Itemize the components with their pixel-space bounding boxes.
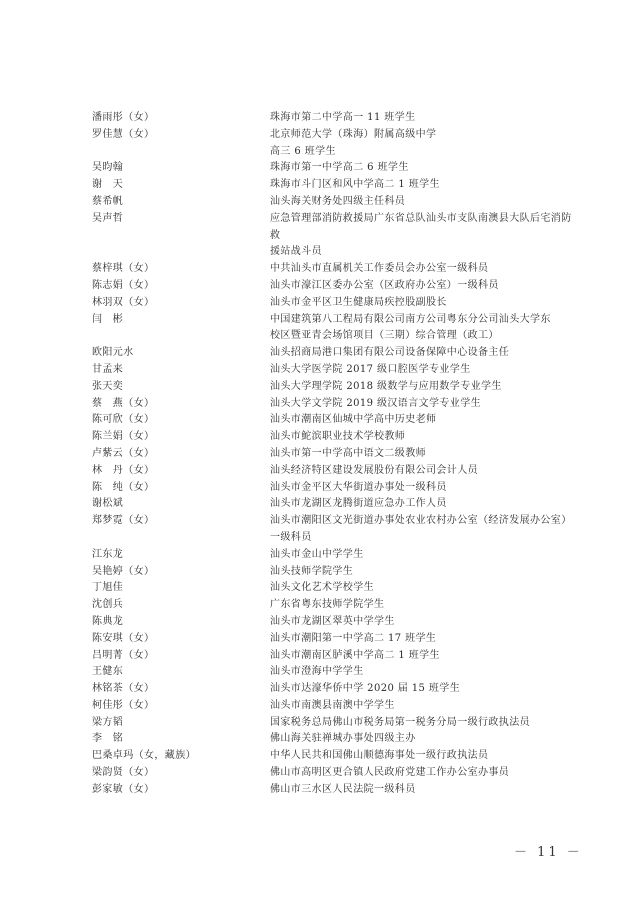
list-item xyxy=(92,211,572,261)
person-name: 郑梦霓（女） xyxy=(92,515,155,527)
person-name: 陈典龙 xyxy=(92,615,124,627)
person-description: 汕头市南澳县南澳中学学生 xyxy=(270,699,395,711)
person-name: 蔡梓琪（女） xyxy=(92,263,155,275)
list-item xyxy=(92,496,572,513)
person-description: 中共汕头市直属机关工作委员会办公室一级科员 xyxy=(270,263,489,275)
person-name: 丁旭佳 xyxy=(92,582,124,594)
person-name: 蔡 燕（女） xyxy=(92,397,155,409)
person-description: 汕头文化艺术学校学生 xyxy=(270,582,374,594)
person-description: 汕头市潮阳第一中学高二 17 班学生 xyxy=(270,632,437,644)
list-item xyxy=(92,731,572,748)
person-name: 陈兰娟（女） xyxy=(92,431,155,443)
person-name: 欧阳元水 xyxy=(92,347,134,359)
person-name: 闫 彬 xyxy=(92,313,124,325)
list-item xyxy=(92,312,572,346)
list-item xyxy=(92,295,572,312)
person-description: 汕头市澄海中学学生 xyxy=(270,666,364,678)
list-item xyxy=(92,748,572,765)
person-description: 汕头技师学院学生 xyxy=(270,565,354,577)
list-item xyxy=(92,480,572,497)
person-description: 佛山市三水区人民法院一级科员 xyxy=(270,783,416,795)
list-item xyxy=(92,110,572,127)
person-description: 汕头大学医学院 2017 级口腔医学专业学生 xyxy=(270,363,471,375)
list-item xyxy=(92,261,572,278)
person-name: 林铭茶（女） xyxy=(92,683,155,695)
person-description: 汕头市金平区大华街道办事处一级科员 xyxy=(270,481,447,493)
person-description: 汕头市濠江区委办公室（区政府办公室）一级科员 xyxy=(270,279,499,291)
person-description: 汕头市金平区卫生健康局疾控股副股长 xyxy=(270,296,447,308)
list-item xyxy=(92,681,572,698)
person-name: 卢紫云（女） xyxy=(92,447,155,459)
person-description: 汕头大学文学院 2019 级汉语言文学专业学生 xyxy=(270,397,482,409)
person-name: 谢松斌 xyxy=(92,498,124,510)
person-description: 汕头经济特区建设发展股份有限公司会计人员 xyxy=(270,464,478,476)
person-name: 陈可欣（女） xyxy=(92,414,155,426)
person-description: 中国建筑第八工程局有限公司南方公司粤东分公司汕头大学东 校区暨亚青会场馆项目（三期）综合管理（政工） xyxy=(270,313,551,342)
person-name: 梁方韬 xyxy=(92,716,124,728)
list-item xyxy=(92,715,572,732)
list-item xyxy=(92,597,572,614)
list-item xyxy=(92,698,572,715)
list-item xyxy=(92,782,572,799)
person-name: 王健东 xyxy=(92,666,124,678)
person-description: 佛山海关驻禅城办事处四级主办 xyxy=(270,733,416,745)
person-name: 巴桑卓玛（女，藏族） xyxy=(92,750,196,762)
person-description: 珠海市第二中学高一 11 班学生 xyxy=(270,112,416,123)
person-description: 汕头市第一中学高中语文二级教师 xyxy=(270,447,426,459)
person-name: 沈创兵 xyxy=(92,599,124,611)
person-description: 汕头市龙湖区翠英中学学生 xyxy=(270,615,395,627)
person-name: 甘孟来 xyxy=(92,363,124,375)
person-description: 汕头招商局港口集团有限公司设备保障中心设备主任 xyxy=(270,347,510,359)
person-name: 陈 纯（女） xyxy=(92,481,155,493)
person-description: 应急管理部消防救援局广东省总队汕头市支队南澳县大队后宅消防救 援站战斗员 xyxy=(270,212,572,258)
person-name: 谢 天 xyxy=(92,179,124,191)
person-name: 蔡希帆 xyxy=(92,195,124,207)
person-name: 柯佳彤（女） xyxy=(92,699,155,711)
person-name: 梁韵贤（女） xyxy=(92,767,155,779)
person-name: 李 铭 xyxy=(92,733,124,745)
list-item xyxy=(92,379,572,396)
list-item xyxy=(92,160,572,177)
list-item xyxy=(92,177,572,194)
person-description: 汕头市鮀滨职业技术学校教师 xyxy=(270,431,406,443)
list-item xyxy=(92,463,572,480)
list-item xyxy=(92,127,572,161)
list-item xyxy=(92,614,572,631)
person-description: 汕头市潮阳区文光街道办事处农业农村办公室（经济发展办公室） 一级科员 xyxy=(270,515,572,543)
person-description: 汕头大学理学院 2018 级数学与应用数学专业学生 xyxy=(270,380,502,392)
person-name: 张天奕 xyxy=(92,380,124,392)
list-item xyxy=(92,194,572,211)
person-name: 潘雨彤（女） xyxy=(92,112,155,123)
person-description: 珠海市第一中学高二 6 班学生 xyxy=(270,162,409,174)
person-name: 陈志娟（女） xyxy=(92,279,155,291)
person-description: 佛山市高明区更合镇人民政府党建工作办公室办事员 xyxy=(270,767,510,779)
person-description: 汕头市金山中学学生 xyxy=(270,548,364,560)
person-name: 吴声哲 xyxy=(92,212,124,224)
list-item xyxy=(92,429,572,446)
person-name: 吴艳婷（女） xyxy=(92,565,155,577)
person-description: 中华人民共和国佛山顺德海事处一级行政执法员 xyxy=(270,750,489,762)
person-name: 彭家敏（女） xyxy=(92,783,155,795)
list-item xyxy=(92,345,572,362)
person-description: 汕头海关财务处四级主任科员 xyxy=(270,195,406,207)
list-item xyxy=(92,580,572,597)
list-item xyxy=(92,547,572,564)
page-number: － 11 － xyxy=(514,845,583,860)
list-item xyxy=(92,278,572,295)
person-description: 汕头市潮南区胪溪中学高二 1 班学生 xyxy=(270,649,440,661)
list-item xyxy=(92,664,572,681)
person-description: 汕头市潮南区仙城中学高中历史老师 xyxy=(270,414,437,426)
person-description: 汕头市龙湖区龙腾街道应急办工作人员 xyxy=(270,498,447,510)
list-item xyxy=(92,446,572,463)
list-item xyxy=(92,765,572,782)
person-name: 罗佳慧（女） xyxy=(92,128,155,140)
list-item xyxy=(92,412,572,429)
list-item xyxy=(92,631,572,648)
person-description: 珠海市斗门区和风中学高二 1 班学生 xyxy=(270,179,440,191)
person-name: 林 丹（女） xyxy=(92,464,155,476)
honoree-list xyxy=(92,110,572,799)
list-item xyxy=(92,564,572,581)
person-name: 吕明菁（女） xyxy=(92,649,155,661)
person-description: 汕头市达濠华侨中学 2020 届 15 班学生 xyxy=(270,683,461,695)
list-item xyxy=(92,396,572,413)
list-item xyxy=(92,648,572,665)
person-name: 江东龙 xyxy=(92,548,124,560)
person-description: 广东省粤东技师学院学生 xyxy=(270,599,385,611)
person-name: 吴昀翰 xyxy=(92,162,124,174)
person-name: 林羽双（女） xyxy=(92,296,155,308)
person-description: 国家税务总局佛山市税务局第一税务分局一级行政执法员 xyxy=(270,716,530,728)
person-description: 北京师范大学（珠海）附属高级中学 高三 6 班学生 xyxy=(270,128,437,157)
person-name: 陈安琪（女） xyxy=(92,632,155,644)
list-item xyxy=(92,362,572,379)
list-item xyxy=(92,513,572,547)
